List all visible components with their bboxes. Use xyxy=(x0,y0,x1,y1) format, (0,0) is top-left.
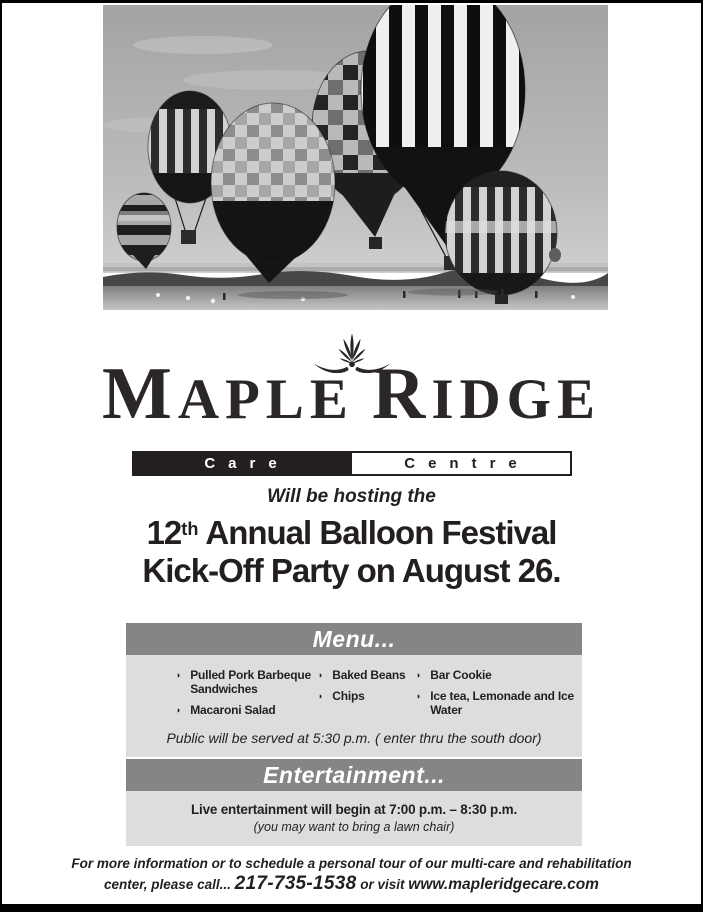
menu-panel xyxy=(126,623,582,757)
menu-header: Menu... xyxy=(126,623,582,655)
logo-wordmark xyxy=(2,353,701,435)
event-heading-line1 xyxy=(2,510,701,552)
entertainment-body xyxy=(126,791,582,846)
hosting-line: Will be hosting the xyxy=(267,486,436,507)
heading-ordinal-suffix: th xyxy=(181,519,199,539)
entertainment-time-line: Live entertainment will begin at 7:00 p.m. – 8:30 p.m. xyxy=(190,802,518,817)
logo-word2-initial: R xyxy=(371,353,432,435)
footer-visit-text: or visit xyxy=(356,877,409,892)
entertainment-note: (you may want to bring a lawn chair) xyxy=(253,820,455,834)
menu-item xyxy=(416,689,581,717)
bullet-icon: ◗ xyxy=(176,670,182,680)
balloons-photo-svg xyxy=(103,5,608,310)
footer-call-prefix: center, please call... xyxy=(104,877,235,892)
menu-serving-note: Public will be served at 5:30 p.m. ( enter thru the south door) xyxy=(166,730,542,746)
menu-item-label: Bar Cookie xyxy=(430,668,492,682)
logo-word2-rest: IDGE xyxy=(431,368,602,431)
menu-item xyxy=(416,668,581,682)
bullet-icon: ◗ xyxy=(416,670,422,680)
menu-item xyxy=(176,668,318,696)
bullet-icon: ◗ xyxy=(176,705,182,715)
bullet-icon: ◗ xyxy=(416,691,422,701)
entertainment-header: Entertainment... xyxy=(126,759,582,791)
heading-number: 12 xyxy=(146,514,182,552)
footer-line2 xyxy=(2,875,701,893)
menu-columns xyxy=(126,668,582,724)
website-url: www.mapleridgecare.com xyxy=(408,876,599,893)
logo-word1-rest: APLE xyxy=(177,368,354,431)
bullet-icon: ◗ xyxy=(318,670,324,680)
menu-column-3 xyxy=(416,668,581,724)
event-heading-line2: Kick-Off Party on August 26. xyxy=(142,552,561,590)
menu-item-label: Pulled Pork Barbeque Sandwiches xyxy=(190,668,311,696)
phone-number: 217-735-1538 xyxy=(234,873,357,894)
menu-item-label: Ice tea, Lemonade and Ice Water xyxy=(430,689,574,717)
bullet-icon: ◗ xyxy=(318,691,324,701)
footer-info xyxy=(2,855,701,893)
entertainment-panel xyxy=(126,759,582,846)
menu-item-label: Macaroni Salad xyxy=(190,703,276,717)
balloon-distant xyxy=(549,248,561,262)
balloons-photo xyxy=(103,5,608,310)
menu-body xyxy=(126,655,582,757)
tag-care: Care xyxy=(132,451,350,476)
menu-item xyxy=(176,703,318,717)
tag-centre: Centre xyxy=(350,451,572,476)
logo-word1-initial: M xyxy=(101,353,178,435)
menu-column-1 xyxy=(176,668,318,724)
event-heading xyxy=(2,510,701,590)
menu-item xyxy=(318,668,416,682)
footer-line1: For more information or to schedule a personal tour of our multi-care and rehabilitation xyxy=(71,856,632,871)
logo-tag-bar xyxy=(132,451,572,476)
menu-item-label: Chips xyxy=(332,689,365,703)
heading-line1-rest: Annual Balloon Festival xyxy=(198,514,557,552)
menu-item xyxy=(318,689,416,703)
menu-item-label: Baked Beans xyxy=(332,668,406,682)
menu-column-2 xyxy=(318,668,416,724)
